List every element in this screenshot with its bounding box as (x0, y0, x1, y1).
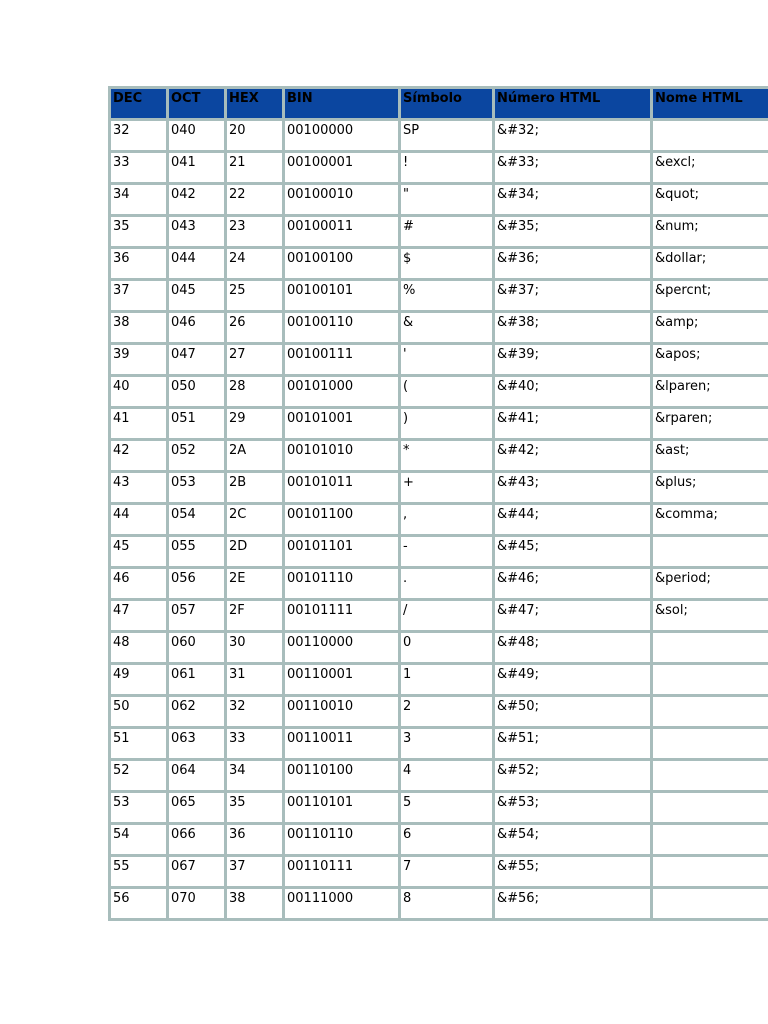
table-row (111, 185, 768, 214)
cell-bin: 00110110 (285, 825, 398, 854)
cell-dec: 45 (111, 537, 166, 566)
cell-oct: 040 (169, 121, 224, 150)
cell-bin: 00101010 (285, 441, 398, 470)
cell-oct: 054 (169, 505, 224, 534)
cell-dec: 34 (111, 185, 166, 214)
table-body (111, 121, 768, 918)
cell-html-number: &#35; (495, 217, 650, 246)
table-row (111, 313, 768, 342)
cell-html-name: &rparen; (653, 409, 768, 438)
cell-oct: 066 (169, 825, 224, 854)
cell-symbol: " (401, 185, 492, 214)
cell-html-name (653, 889, 768, 918)
cell-bin: 00100111 (285, 345, 398, 374)
cell-html-name (653, 825, 768, 854)
cell-dec: 42 (111, 441, 166, 470)
header-hex: HEX (227, 89, 282, 118)
cell-bin: 00101011 (285, 473, 398, 502)
cell-html-number: &#50; (495, 697, 650, 726)
cell-hex: 2E (227, 569, 282, 598)
cell-hex: 32 (227, 697, 282, 726)
table-row (111, 729, 768, 758)
cell-bin: 00100101 (285, 281, 398, 310)
cell-symbol: ' (401, 345, 492, 374)
cell-dec: 38 (111, 313, 166, 342)
cell-hex: 31 (227, 665, 282, 694)
cell-html-name (653, 121, 768, 150)
cell-oct: 051 (169, 409, 224, 438)
cell-hex: 2F (227, 601, 282, 630)
cell-symbol: 4 (401, 761, 492, 790)
cell-oct: 056 (169, 569, 224, 598)
cell-hex: 36 (227, 825, 282, 854)
header-bin: BIN (285, 89, 398, 118)
cell-dec: 56 (111, 889, 166, 918)
cell-symbol: SP (401, 121, 492, 150)
cell-html-number: &#51; (495, 729, 650, 758)
cell-symbol: $ (401, 249, 492, 278)
cell-hex: 38 (227, 889, 282, 918)
cell-bin: 00100011 (285, 217, 398, 246)
cell-oct: 042 (169, 185, 224, 214)
cell-html-number: &#43; (495, 473, 650, 502)
cell-hex: 29 (227, 409, 282, 438)
cell-symbol: ! (401, 153, 492, 182)
cell-dec: 51 (111, 729, 166, 758)
cell-html-name (653, 537, 768, 566)
cell-html-name (653, 793, 768, 822)
cell-hex: 35 (227, 793, 282, 822)
cell-symbol: 6 (401, 825, 492, 854)
cell-oct: 061 (169, 665, 224, 694)
cell-dec: 40 (111, 377, 166, 406)
cell-html-name: &apos; (653, 345, 768, 374)
cell-bin: 00101110 (285, 569, 398, 598)
cell-symbol: 1 (401, 665, 492, 694)
cell-symbol: - (401, 537, 492, 566)
cell-hex: 2B (227, 473, 282, 502)
cell-hex: 2C (227, 505, 282, 534)
cell-hex: 23 (227, 217, 282, 246)
cell-symbol: 7 (401, 857, 492, 886)
cell-bin: 00100110 (285, 313, 398, 342)
cell-html-number: &#36; (495, 249, 650, 278)
cell-html-name: &percnt; (653, 281, 768, 310)
cell-dec: 46 (111, 569, 166, 598)
cell-hex: 2D (227, 537, 282, 566)
table-row (111, 601, 768, 630)
cell-symbol: + (401, 473, 492, 502)
cell-oct: 045 (169, 281, 224, 310)
cell-symbol: 3 (401, 729, 492, 758)
table-row (111, 377, 768, 406)
cell-html-number: &#38; (495, 313, 650, 342)
cell-symbol: * (401, 441, 492, 470)
table-row (111, 569, 768, 598)
cell-symbol: # (401, 217, 492, 246)
cell-oct: 053 (169, 473, 224, 502)
cell-bin: 00101001 (285, 409, 398, 438)
table-row (111, 217, 768, 246)
cell-html-number: &#49; (495, 665, 650, 694)
cell-hex: 37 (227, 857, 282, 886)
table-row (111, 825, 768, 854)
cell-bin: 00110011 (285, 729, 398, 758)
cell-hex: 2A (227, 441, 282, 470)
cell-html-number: &#40; (495, 377, 650, 406)
cell-html-number: &#44; (495, 505, 650, 534)
cell-html-name (653, 857, 768, 886)
table-row (111, 889, 768, 918)
header-oct: OCT (169, 89, 224, 118)
cell-bin: 00101000 (285, 377, 398, 406)
cell-html-number: &#56; (495, 889, 650, 918)
cell-bin: 00101101 (285, 537, 398, 566)
cell-html-number: &#45; (495, 537, 650, 566)
cell-html-number: &#55; (495, 857, 650, 886)
table-row (111, 345, 768, 374)
cell-html-number: &#48; (495, 633, 650, 662)
cell-symbol: 0 (401, 633, 492, 662)
cell-hex: 22 (227, 185, 282, 214)
table-row (111, 761, 768, 790)
cell-oct: 062 (169, 697, 224, 726)
table-row (111, 537, 768, 566)
cell-symbol: , (401, 505, 492, 534)
cell-html-number: &#41; (495, 409, 650, 438)
cell-dec: 50 (111, 697, 166, 726)
cell-html-number: &#46; (495, 569, 650, 598)
cell-hex: 34 (227, 761, 282, 790)
cell-oct: 064 (169, 761, 224, 790)
cell-html-name: &plus; (653, 473, 768, 502)
table-row (111, 665, 768, 694)
cell-oct: 060 (169, 633, 224, 662)
cell-dec: 43 (111, 473, 166, 502)
cell-dec: 36 (111, 249, 166, 278)
table-row (111, 505, 768, 534)
header-html-name: Nome HTML (653, 89, 768, 118)
cell-symbol: / (401, 601, 492, 630)
cell-bin: 00110111 (285, 857, 398, 886)
cell-bin: 00110000 (285, 633, 398, 662)
cell-hex: 25 (227, 281, 282, 310)
cell-symbol: ) (401, 409, 492, 438)
header-row (111, 89, 768, 118)
cell-bin: 00101100 (285, 505, 398, 534)
table-row (111, 793, 768, 822)
cell-bin: 00100000 (285, 121, 398, 150)
cell-symbol: & (401, 313, 492, 342)
cell-oct: 046 (169, 313, 224, 342)
cell-dec: 49 (111, 665, 166, 694)
cell-html-name: &excl; (653, 153, 768, 182)
cell-hex: 21 (227, 153, 282, 182)
cell-symbol: 2 (401, 697, 492, 726)
cell-html-number: &#52; (495, 761, 650, 790)
cell-hex: 28 (227, 377, 282, 406)
cell-hex: 20 (227, 121, 282, 150)
header-dec: DEC (111, 89, 166, 118)
cell-hex: 27 (227, 345, 282, 374)
cell-dec: 54 (111, 825, 166, 854)
table-row (111, 697, 768, 726)
cell-dec: 55 (111, 857, 166, 886)
cell-html-number: &#54; (495, 825, 650, 854)
cell-html-number: &#39; (495, 345, 650, 374)
cell-oct: 044 (169, 249, 224, 278)
cell-oct: 063 (169, 729, 224, 758)
cell-html-name (653, 633, 768, 662)
cell-dec: 32 (111, 121, 166, 150)
cell-html-name: &amp; (653, 313, 768, 342)
cell-hex: 33 (227, 729, 282, 758)
cell-oct: 052 (169, 441, 224, 470)
table-row (111, 409, 768, 438)
cell-bin: 00100001 (285, 153, 398, 182)
table-header (111, 89, 768, 118)
cell-symbol: 8 (401, 889, 492, 918)
cell-html-name: &num; (653, 217, 768, 246)
cell-bin: 00110100 (285, 761, 398, 790)
table-row (111, 153, 768, 182)
cell-symbol: % (401, 281, 492, 310)
cell-bin: 00100010 (285, 185, 398, 214)
cell-oct: 050 (169, 377, 224, 406)
cell-oct: 043 (169, 217, 224, 246)
cell-html-name: &dollar; (653, 249, 768, 278)
cell-hex: 24 (227, 249, 282, 278)
cell-symbol: . (401, 569, 492, 598)
cell-dec: 39 (111, 345, 166, 374)
header-html-number: Número HTML (495, 89, 650, 118)
cell-dec: 52 (111, 761, 166, 790)
cell-html-name (653, 761, 768, 790)
cell-oct: 070 (169, 889, 224, 918)
header-symbol: Símbolo (401, 89, 492, 118)
cell-hex: 26 (227, 313, 282, 342)
cell-dec: 48 (111, 633, 166, 662)
cell-html-number: &#32; (495, 121, 650, 150)
table-row (111, 281, 768, 310)
cell-dec: 37 (111, 281, 166, 310)
cell-html-name: &ast; (653, 441, 768, 470)
table-row (111, 441, 768, 470)
cell-bin: 00110010 (285, 697, 398, 726)
cell-oct: 065 (169, 793, 224, 822)
cell-bin: 00110101 (285, 793, 398, 822)
cell-html-name: &lparen; (653, 377, 768, 406)
cell-html-number: &#47; (495, 601, 650, 630)
cell-dec: 41 (111, 409, 166, 438)
cell-bin: 00110001 (285, 665, 398, 694)
table-row (111, 857, 768, 886)
cell-html-number: &#37; (495, 281, 650, 310)
cell-dec: 44 (111, 505, 166, 534)
cell-html-number: &#33; (495, 153, 650, 182)
cell-hex: 30 (227, 633, 282, 662)
cell-dec: 35 (111, 217, 166, 246)
table-row (111, 249, 768, 278)
cell-oct: 055 (169, 537, 224, 566)
cell-symbol: ( (401, 377, 492, 406)
cell-html-name: &sol; (653, 601, 768, 630)
cell-html-name: &quot; (653, 185, 768, 214)
table-row (111, 473, 768, 502)
cell-html-name: &comma; (653, 505, 768, 534)
cell-dec: 47 (111, 601, 166, 630)
table-row (111, 121, 768, 150)
table-row (111, 633, 768, 662)
cell-oct: 041 (169, 153, 224, 182)
cell-oct: 067 (169, 857, 224, 886)
cell-html-name (653, 729, 768, 758)
ascii-character-table (108, 86, 768, 921)
cell-bin: 00100100 (285, 249, 398, 278)
cell-html-name: &period; (653, 569, 768, 598)
cell-oct: 057 (169, 601, 224, 630)
cell-html-number: &#42; (495, 441, 650, 470)
cell-dec: 33 (111, 153, 166, 182)
cell-html-number: &#34; (495, 185, 650, 214)
cell-symbol: 5 (401, 793, 492, 822)
cell-bin: 00111000 (285, 889, 398, 918)
cell-dec: 53 (111, 793, 166, 822)
cell-html-name (653, 665, 768, 694)
cell-oct: 047 (169, 345, 224, 374)
cell-html-number: &#53; (495, 793, 650, 822)
cell-html-name (653, 697, 768, 726)
cell-bin: 00101111 (285, 601, 398, 630)
